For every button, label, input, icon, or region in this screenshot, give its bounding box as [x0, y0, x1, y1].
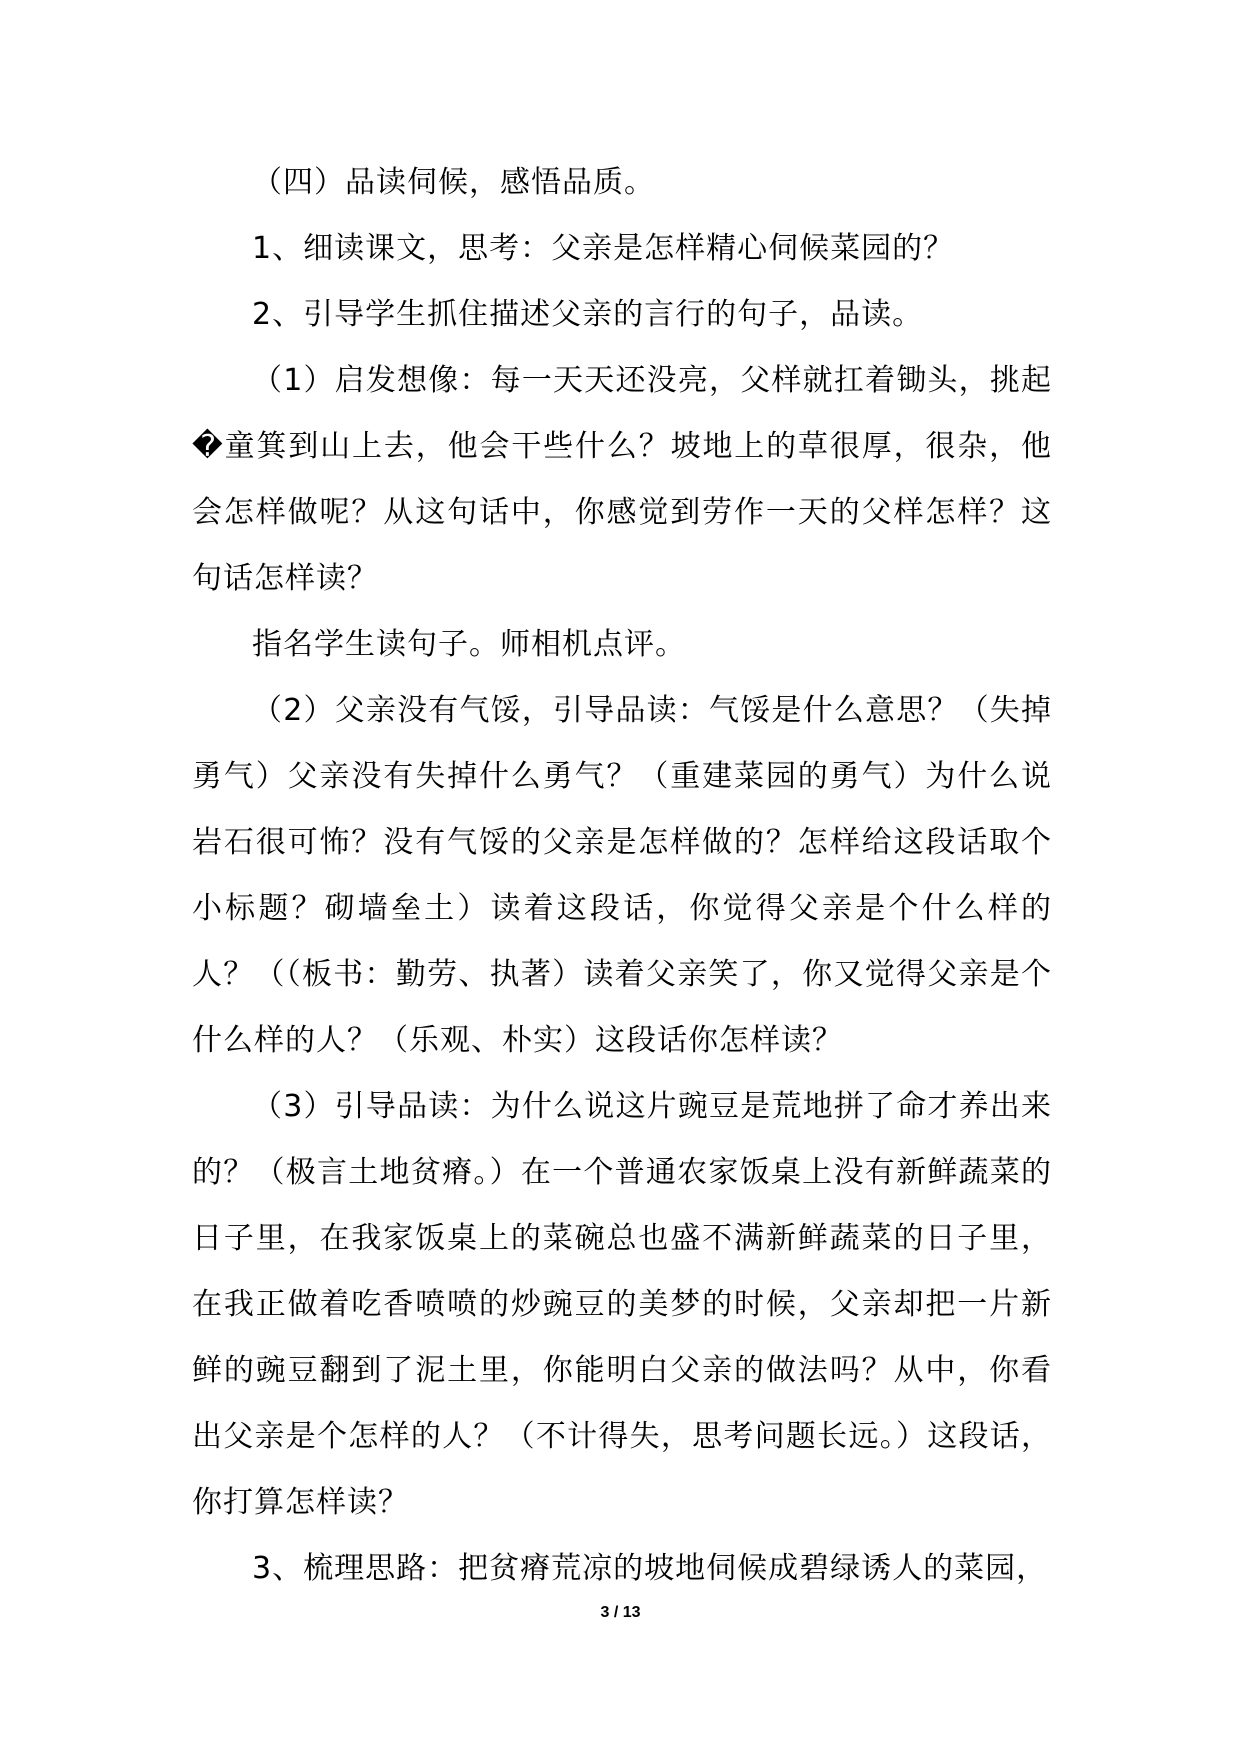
section-heading: （四）品读伺候，感悟品质。 [252, 165, 655, 200]
paragraph: （1）启发想像：每一天天还没亮，父样就扛着锄头，挑起�童箕到山上去，他会干些什么？坡地上的草很厚，很杂，他会怎样做呢？从这句话中，你感觉到劳作一天的父样怎样？这句话怎样读？ [192, 363, 1052, 596]
paragraph: 指名学生读句子。师相机点评。 [252, 627, 686, 662]
paragraph: 1、细读课文，思考：父亲是怎样精心伺候菜园的？ [252, 231, 955, 266]
paragraph: （3）引导品读：为什么说这片豌豆是荒地拼了命才养出来的？（极言土地贫瘠。）在一个普通农家饭桌上没有新鲜蔬菜的日子里，在我家饭桌上的菜碗总也盛不满新鲜蔬菜的日子里，在我正做着吃香喷喷的炒豌豆的美梦的时候，父亲却把一片新鲜的豌豆翻到了泥土里，你能明白父亲的做法吗？从中，你看出父亲是个怎样的人？（不计得失，思考问题长远。）这段话，你打算怎样读？ [192, 1089, 1052, 1520]
page-number: 3 / 13 [600, 1604, 641, 1621]
paragraph: 2、引导学生抓住描述父亲的言行的句子，品读。 [252, 297, 924, 332]
document-body [192, 150, 1052, 1602]
paragraph: 3、梳理思路：把贫瘠荒凉的坡地伺候成碧绿诱人的菜园， [252, 1551, 1048, 1586]
paragraph: （2）父亲没有气馁，引导品读：气馁是什么意思？（失掉勇气）父亲没有失掉什么勇气？（重建菜园的勇气）为什么说岩石很可怖？没有气馁的父亲是怎样做的？怎样给这段话取个小标题？砌墙垒土）读着这段话，你觉得父亲是个什么样的人？（（板书：勤劳、执著）读着父亲笑了，你又觉得父亲是个什么样的人？（乐观、朴实）这段话你怎样读？ [192, 693, 1052, 1058]
